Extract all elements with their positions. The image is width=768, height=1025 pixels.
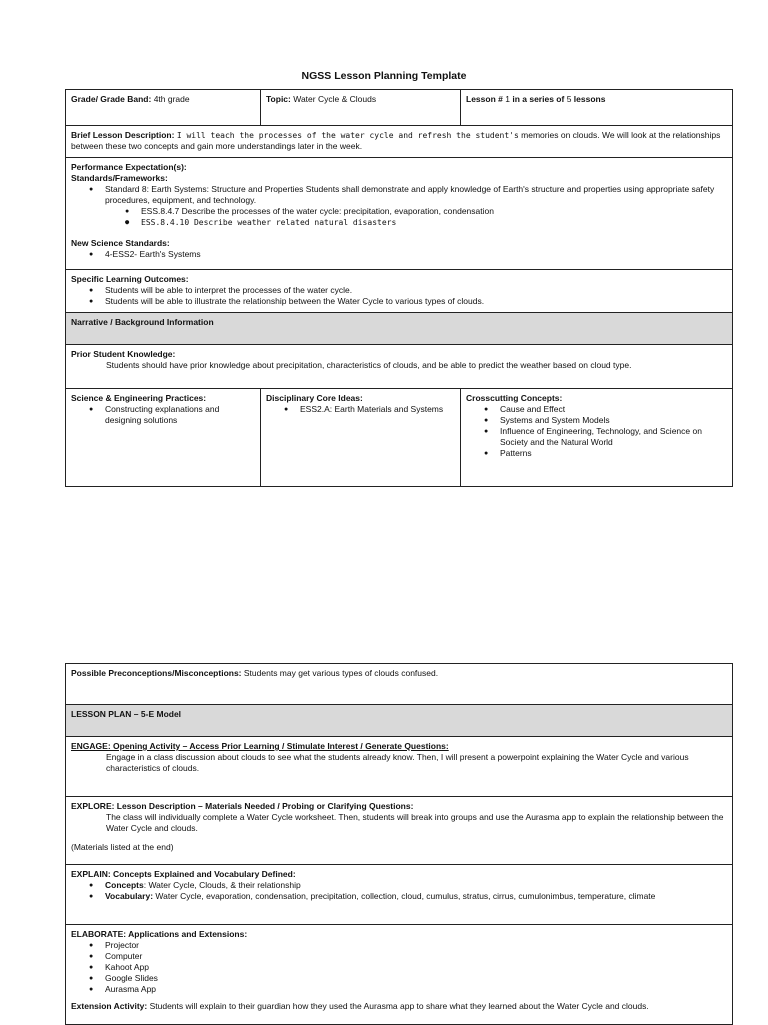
prior-text: Students should have prior knowledge about precipitation, characteristics of clouds, and be able to predict the weather based on cloud type.: [106, 360, 632, 370]
brief-description-cell: Brief Lesson Description: I will teach the processes of the water cycle and refresh the student's memories on clouds. We will look at the relationships between these two concepts and gain more understandings later in the week.: [66, 126, 733, 158]
lesson-plan-table: [65, 663, 733, 1025]
lesson-number: 1: [505, 94, 510, 104]
concepts-label: Concepts: [105, 880, 144, 890]
preconceptions-label: Possible Preconceptions/Misconceptions:: [71, 668, 242, 678]
performance-cell: [66, 158, 733, 270]
grade-value: 4th grade: [153, 94, 190, 104]
outcomes-cell: [66, 270, 733, 313]
topic-cell: [261, 90, 461, 126]
lesson-header-table: [65, 89, 733, 487]
crosscutting-label: Crosscutting Concepts:: [466, 393, 563, 403]
brief-text-a: I will teach the processes of the water cycle and refresh the student's: [176, 131, 519, 140]
elaborate-item: ● Google Slides: [105, 973, 727, 984]
lesson-prefix: Lesson #: [466, 94, 503, 104]
performance-label: Performance Expectation(s):: [71, 162, 187, 172]
elaborate-item: ● Computer: [105, 951, 727, 962]
elaborate-item: ● Aurasma App: [105, 984, 727, 995]
materials-note: (Materials listed at the end): [71, 842, 174, 852]
lesson-plan-header-cell: [66, 705, 733, 737]
page-title: NGSS Lesson Planning Template: [301, 70, 467, 82]
explain-cell: [66, 865, 733, 925]
elaborate-item: ● Kahoot App: [105, 962, 727, 973]
prior-label: Prior Student Knowledge:: [71, 349, 176, 359]
explore-text: The class will individually complete a Water Cycle worksheet. Then, students will break into groups and use the Aurasma app to explain the relationship between the Water Cycle and clouds.: [106, 812, 724, 833]
explore-label: EXPLORE: Lesson Description – Materials Needed / Probing or Clarifying Questions:: [71, 801, 414, 811]
science-practices-label: Science & Engineering Practices:: [71, 393, 207, 403]
elaborate-cell: [66, 925, 733, 1025]
explore-cell: [66, 797, 733, 865]
crosscutting-item: ● Systems and System Models: [500, 415, 727, 426]
standard-sub-item: ● ESS.8.4.7 Describe the processes of the water cycle: precipitation, evaporation, condensation: [141, 206, 727, 217]
core-ideas-label: Disciplinary Core Ideas:: [266, 393, 363, 403]
new-standards-label: New Science Standards:: [71, 238, 170, 248]
science-practices-cell: [66, 389, 261, 487]
elaborate-label: ELABORATE: Applications and Extensions:: [71, 929, 248, 939]
vocabulary-label: Vocabulary:: [105, 891, 154, 901]
grade-label: Grade/ Grade Band: [71, 94, 149, 104]
explain-label: EXPLAIN: Concepts Explained and Vocabulary Defined:: [71, 869, 296, 879]
outcome-item: ● Students will be able to illustrate the relationship between the Water Cycle to various types of clouds.: [105, 296, 727, 307]
crosscutting-item: ● Patterns: [500, 448, 727, 459]
concepts-text: : Water Cycle, Clouds, & their relationship: [143, 880, 301, 890]
elaborate-item: ● Projector: [105, 940, 727, 951]
core-ideas-cell: [261, 389, 461, 487]
outcome-item: ● Students will be able to interpret the processes of the water cycle.: [105, 285, 727, 296]
preconceptions-cell: [66, 664, 733, 705]
concepts-item: [105, 880, 727, 891]
extension-label: Extension Activity:: [71, 1001, 148, 1011]
extension-text: Students will explain to their guardian how they used the Aurasma app to share what they learned about the Water Cycle and clouds.: [149, 1001, 649, 1011]
core-idea-item: ● ESS2.A: Earth Materials and Systems: [300, 404, 455, 415]
standard-item: ● Standard 8: Earth Systems: Structure and Properties Students shall demonstrate and apply knowledge of Earth's structure and properties using appropriate safety procedures, equipment, and technology.: [105, 184, 727, 206]
new-standard-item: ● 4-ESS2- Earth's Systems: [105, 249, 727, 260]
crosscutting-item: ● Cause and Effect: [500, 404, 727, 415]
grade-cell: Grade/ Grade Band: 4th grade: [66, 90, 261, 126]
engage-label: ENGAGE: Opening Activity – Access Prior Learning / Stimulate Interest / Generate Questions:: [71, 741, 449, 751]
lesson-mid: in a series of: [512, 94, 565, 104]
lesson-plan-label: LESSON PLAN – 5-E Model: [71, 709, 182, 719]
crosscutting-item: ● Influence of Engineering, Technology, and Science on Society and the Natural World: [500, 426, 727, 448]
outcomes-label: Specific Learning Outcomes:: [71, 274, 189, 284]
narrative-label: Narrative / Background Information: [71, 317, 214, 327]
lesson-total: 5: [566, 94, 572, 104]
prior-knowledge-cell: [66, 345, 733, 389]
standard-sub-item: ● ESS.8.4.10 Describe weather related natural disasters: [141, 217, 727, 228]
topic-label: Topic:: [266, 94, 291, 104]
narrative-cell: [66, 313, 733, 345]
lesson-number-cell: [461, 90, 733, 126]
preconceptions-text: Students may get various types of clouds confused.: [243, 668, 439, 678]
standards-label: Standards/Frameworks:: [71, 173, 168, 183]
engage-cell: [66, 737, 733, 797]
brief-label: Brief Lesson Description: [71, 130, 172, 140]
engage-text: Engage in a class discussion about clouds to see what the students already know. Then, I will present a powerpoint explaining the Water Cycle and various characteristics of clouds.: [106, 752, 689, 773]
vocabulary-item: [105, 891, 727, 902]
brief-text-b: memories on clouds. We will look at the relationships between these two concepts and gain more understandings later in the week.: [71, 130, 721, 151]
crosscutting-cell: [461, 389, 733, 487]
vocabulary-text: Water Cycle, evaporation, condensation, precipitation, collection, cloud, cumulus, stratus, cirrus, cumulonimbus, temperature, climate: [155, 891, 656, 901]
lesson-suffix: lessons: [573, 94, 606, 104]
science-practice-item: ● Constructing explanations and designing solutions: [105, 404, 255, 426]
topic-value: Water Cycle & Clouds: [293, 94, 377, 104]
